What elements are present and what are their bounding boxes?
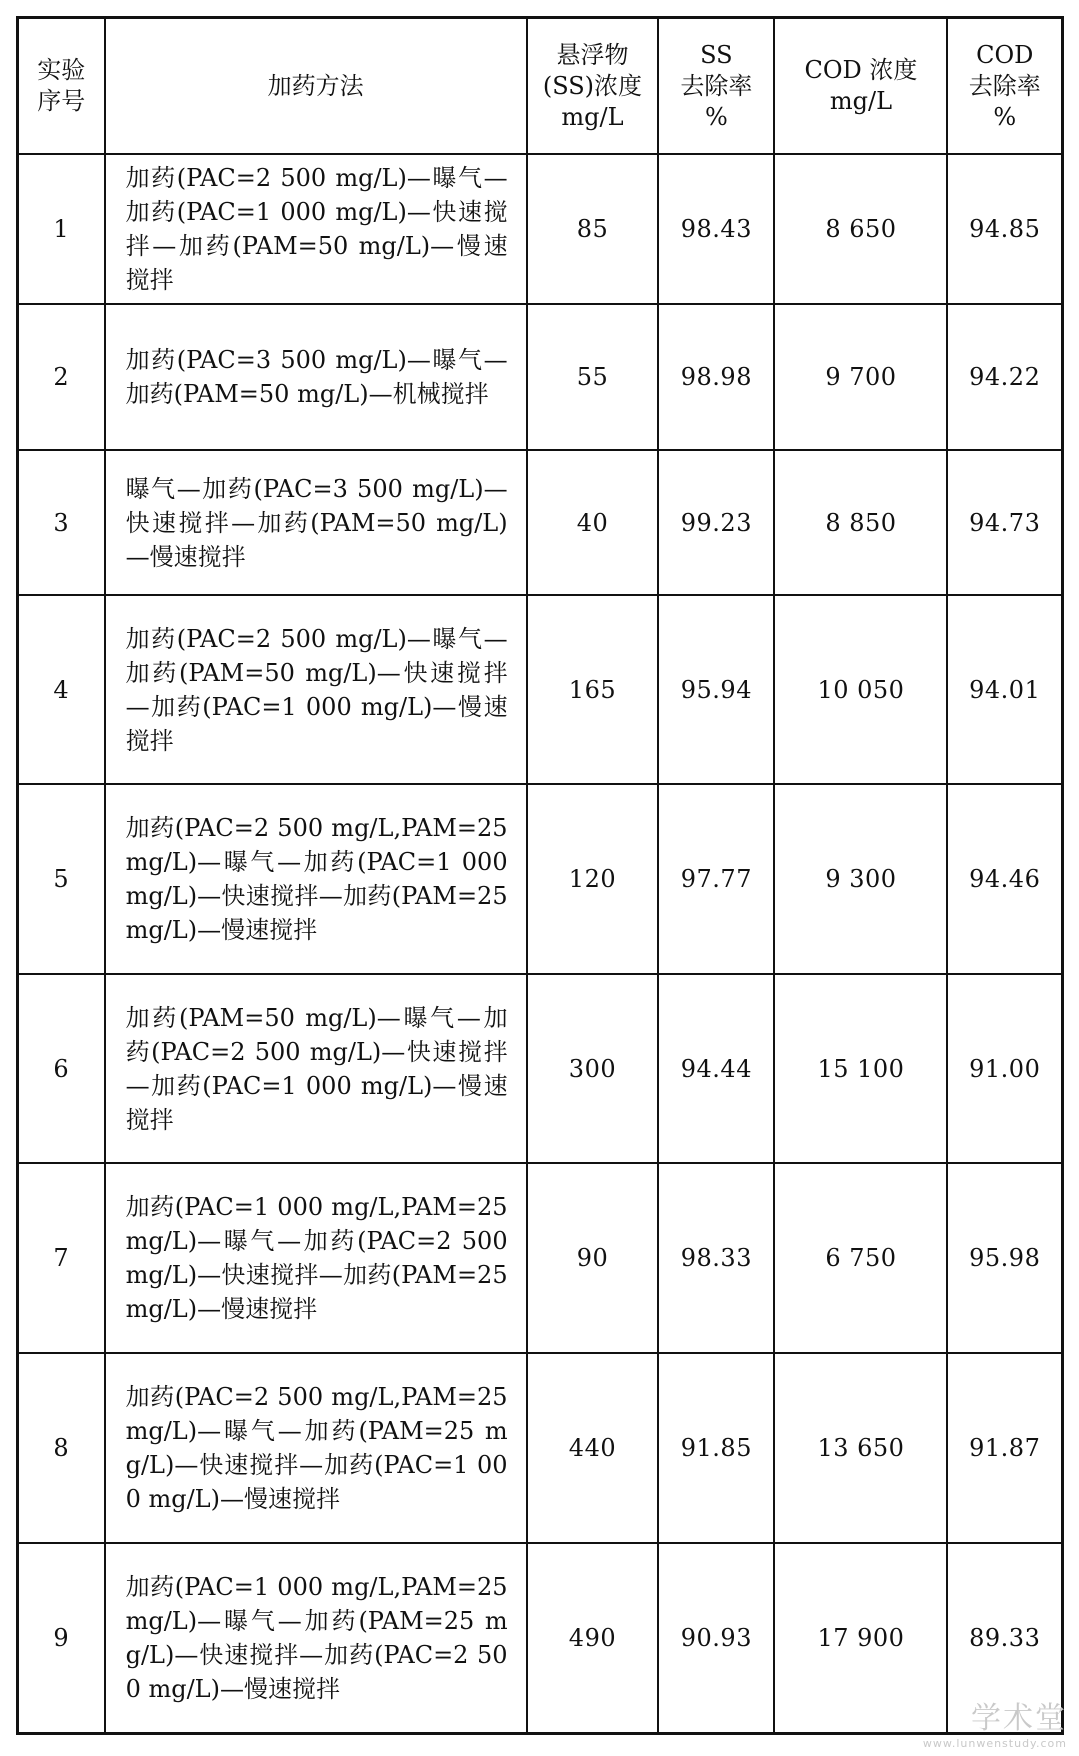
- cell-ss-rate: 98.33: [658, 1163, 774, 1353]
- cell-no: 8: [18, 1353, 105, 1543]
- cell-cod: 15 100: [774, 974, 947, 1163]
- table-row: [18, 1163, 1063, 1353]
- watermark: [923, 1693, 1067, 1750]
- watermark-logo-text: 学术堂: [971, 1701, 1067, 1736]
- header-cod-rate: COD 去除率 %: [947, 18, 1062, 155]
- cell-ss: 120: [527, 784, 659, 974]
- cell-ss-rate: 94.44: [658, 974, 774, 1163]
- cell-cod-rate: 94.46: [947, 784, 1062, 974]
- cell-method: 加药(PAC=1 000 mg/L,PAM=25 mg/L)—曝气—加药(PAC=2 500 mg/L)—快速搅拌—加药(PAM=25 mg/L)—慢速搅拌: [105, 1163, 527, 1353]
- cell-method: 加药(PAC=2 500 mg/L)—曝气—加药(PAC=1 000 mg/L)—快速搅拌—加药(PAM=50 mg/L)—慢速搅拌: [105, 154, 527, 304]
- cell-ss-rate: 99.23: [658, 450, 774, 595]
- cell-no: 1: [18, 154, 105, 304]
- table-row: [18, 304, 1063, 450]
- cell-ss-rate: 95.94: [658, 595, 774, 784]
- cell-cod-rate: 94.01: [947, 595, 1062, 784]
- cell-ss-rate: 98.43: [658, 154, 774, 304]
- table-row: [18, 154, 1063, 304]
- cell-no: 4: [18, 595, 105, 784]
- cell-ss: 165: [527, 595, 659, 784]
- cell-no: 3: [18, 450, 105, 595]
- cell-cod: 9 300: [774, 784, 947, 974]
- cell-cod-rate: 89.33: [947, 1543, 1062, 1733]
- cell-cod-rate: 91.00: [947, 974, 1062, 1163]
- cell-ss: 40: [527, 450, 659, 595]
- cell-ss: 85: [527, 154, 659, 304]
- cell-ss-rate: 97.77: [658, 784, 774, 974]
- table-row: [18, 595, 1063, 784]
- cell-method: 加药(PAC=1 000 mg/L,PAM=25 mg/L)—曝气—加药(PAM=25 mg/L)—快速搅拌—加药(PAC=2 500 mg/L)—慢速搅拌: [105, 1543, 527, 1733]
- cell-ss: 55: [527, 304, 659, 450]
- cell-ss-rate: 90.93: [658, 1543, 774, 1733]
- cell-cod-rate: 95.98: [947, 1163, 1062, 1353]
- header-method: 加药方法: [105, 18, 527, 155]
- table-row: [18, 974, 1063, 1163]
- table-row: [18, 784, 1063, 974]
- cell-method: 加药(PAC=2 500 mg/L,PAM=25 mg/L)—曝气—加药(PAM=25 mg/L)—快速搅拌—加药(PAC=1 000 mg/L)—慢速搅拌: [105, 1353, 527, 1543]
- cell-cod-rate: 94.22: [947, 304, 1062, 450]
- table-row: [18, 450, 1063, 595]
- cell-ss: 440: [527, 1353, 659, 1543]
- cell-cod-rate: 94.85: [947, 154, 1062, 304]
- cell-ss-rate: 98.98: [658, 304, 774, 450]
- cell-method: 曝气—加药(PAC=3 500 mg/L)—快速搅拌—加药(PAM=50 mg/L)—慢速搅拌: [105, 450, 527, 595]
- cell-method: 加药(PAC=2 500 mg/L)—曝气—加药(PAM=50 mg/L)—快速搅拌—加药(PAC=1 000 mg/L)—慢速搅拌: [105, 595, 527, 784]
- cell-ss: 300: [527, 974, 659, 1163]
- cell-no: 9: [18, 1543, 105, 1733]
- cell-ss: 90: [527, 1163, 659, 1353]
- header-cod: COD 浓度 mg/L: [774, 18, 947, 155]
- cell-ss-rate: 91.85: [658, 1353, 774, 1543]
- cell-method: 加药(PAC=3 500 mg/L)—曝气—加药(PAM=50 mg/L)—机械搅拌: [105, 304, 527, 450]
- cell-no: 2: [18, 304, 105, 450]
- cell-cod: 9 700: [774, 304, 947, 450]
- cell-cod: 6 750: [774, 1163, 947, 1353]
- table-container: [16, 16, 1064, 1735]
- table-row: [18, 1353, 1063, 1543]
- cell-no: 7: [18, 1163, 105, 1353]
- cell-no: 5: [18, 784, 105, 974]
- cell-cod: 8 650: [774, 154, 947, 304]
- cell-no: 6: [18, 974, 105, 1163]
- cell-cod-rate: 91.87: [947, 1353, 1062, 1543]
- table-row: [18, 1543, 1063, 1733]
- header-row: [18, 18, 1063, 155]
- experiment-table: [16, 16, 1064, 1735]
- cell-cod-rate: 94.73: [947, 450, 1062, 595]
- header-ss: 悬浮物 (SS)浓度 mg/L: [527, 18, 659, 155]
- cell-cod: 17 900: [774, 1543, 947, 1733]
- cell-ss: 490: [527, 1543, 659, 1733]
- cell-method: 加药(PAM=50 mg/L)—曝气—加药(PAC=2 500 mg/L)—快速搅拌—加药(PAC=1 000 mg/L)—慢速搅拌: [105, 974, 527, 1163]
- watermark-url: www.lunwenstudy.com: [922, 1737, 1067, 1750]
- cell-method: 加药(PAC=2 500 mg/L,PAM=25 mg/L)—曝气—加药(PAC=1 000 mg/L)—快速搅拌—加药(PAM=25 mg/L)—慢速搅拌: [105, 784, 527, 974]
- cell-cod: 8 850: [774, 450, 947, 595]
- cell-cod: 10 050: [774, 595, 947, 784]
- header-ss-rate: SS 去除率 %: [658, 18, 774, 155]
- cell-cod: 13 650: [774, 1353, 947, 1543]
- header-no: 实验 序号: [18, 18, 105, 155]
